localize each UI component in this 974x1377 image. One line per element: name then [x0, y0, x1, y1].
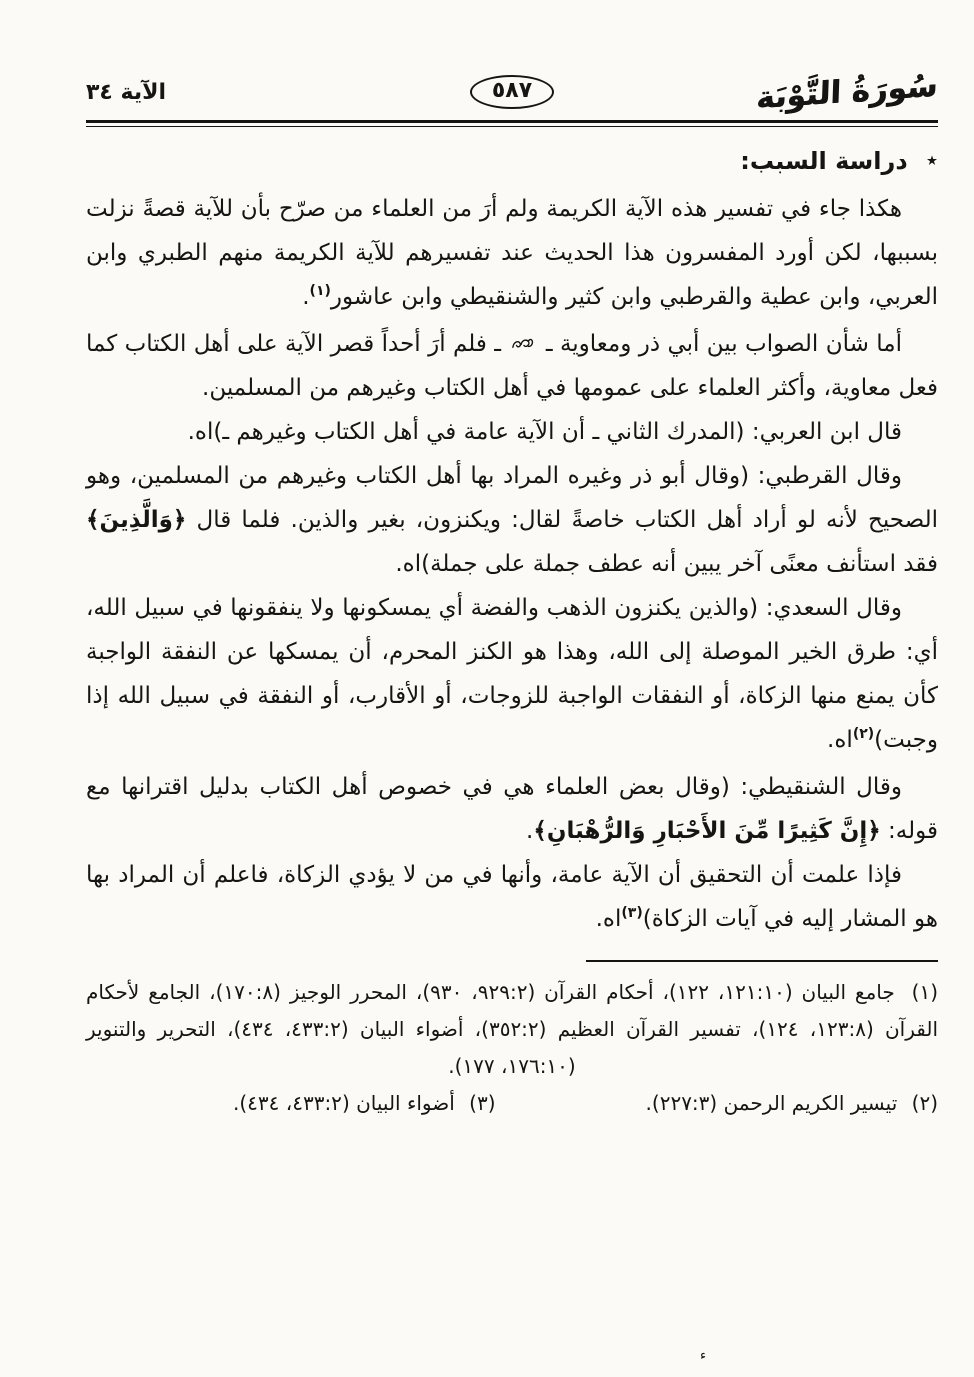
radi-allahu-anhuma-icon: [508, 331, 538, 357]
text-run: وقال السعدي: (والذين يكنزون الذهب والفضة أي يمسكونها ولا ينفقونها في سبيل الله، أي: طرق الخير الموصلة إلى الله، وهذا هو الكنز المحرم، أن يمسكها عن النفقة الواجبة كأن يمنع منها الزكاة، أو النفقات الواجبة للزوجات، أو الأقارب، أو النفقة في سبيل الله إذا وجبت): [86, 595, 938, 753]
page-number-oval: [470, 75, 554, 109]
page-header: [85, 67, 939, 117]
ayah-label-wrap: [86, 80, 470, 105]
footnote-text: تيسير الكريم الرحمن (٢٢٧:٣).: [645, 1091, 898, 1115]
footnote-1: [86, 974, 938, 1085]
body-paragraphs: [86, 187, 938, 944]
text-run: اه.: [827, 727, 853, 753]
paragraph: [86, 410, 938, 454]
text-run: وقال الشنقيطي: (وقال بعض العلماء هي في خصوص أهل الكتاب بدليل اقترانها مع قوله:: [86, 774, 938, 844]
paragraph: [86, 765, 938, 853]
text-run: أما شأن الصواب بين أبي ذر ومعاوية ـ: [538, 331, 902, 357]
footnote-marker: (٢): [911, 1091, 938, 1115]
text-run: قال ابن العربي: (المدرك الثاني ـ أن الآية عامة في أهل الكتاب وغيرهم ـ)اه.: [187, 419, 902, 445]
text-run: وقال القرطبي: (وقال أبو ذر وغيره المراد بها أهل الكتاب وغيرهم من المسلمين، وهو الصحيح لأنه لو أراد أهل الكتاب خاصةً لقال: ويكنزون، بغير والذين. فلما قال: [86, 463, 938, 533]
footnote-ref: (١): [309, 283, 331, 299]
footnote-ref: (٢): [852, 726, 875, 742]
footnote-text: جامع البيان (١٢١:١٠، ١٢٢)، أحكام القرآن (٩٢٩:٢، ٩٣٠)، المحرر الوجيز (١٧٠:٨)، الجامع لأحكام القرآن (١٢٣:٨، ١٢٤)، تفسير القرآن العظيم (٣٥٢:٢)، أضواء البيان (٤٣٣:٢، ٤٣٤)، التحرير والتنوير (١٧٦:١٠، ١٧٧).: [86, 980, 939, 1078]
footnote-2: [646, 1085, 938, 1122]
text-run: ـ فلم أرَ أحداً قصر الآية على أهل الكتاب كما فعل معاوية، وأكثر العلماء على عمومها في أهل الكتاب وغيرهم من المسلمين.: [86, 331, 938, 401]
page-number: ٥٨٧: [491, 78, 533, 103]
quran-verse: ﴿إِنَّ كَثِيرًا مِّنَ الأَحْبَارِ وَالرُّهْبَانِ﴾: [533, 818, 881, 844]
footnote-row: [86, 1085, 938, 1122]
section-star-icon: ٭: [926, 148, 938, 173]
text-run: فإذا علمت أن التحقيق أن الآية عامة، وأنها في من لا يؤدي الزكاة، فاعلم أن المراد بها هو المشار إليه في آيات الزكاة): [86, 862, 938, 932]
header-double-rule: [86, 120, 938, 127]
paragraph: [86, 586, 938, 765]
footnote-ref: (٣): [621, 905, 643, 921]
footnote-3: [233, 1085, 496, 1122]
text-run: فقد استأنف معنًى آخر يبين أنه عطف جملة على جملة)اه.: [395, 551, 938, 577]
text-run: .: [302, 284, 310, 310]
paragraph: [86, 187, 938, 322]
text-run: .: [526, 818, 534, 844]
surah-title-wrap: [554, 67, 939, 117]
section-heading: [86, 147, 938, 175]
footnote-marker: (١): [911, 980, 939, 1004]
surah-title-calligraphy: سُورَةُ التَّوْبَة: [755, 67, 939, 117]
quran-verse: ﴿وَالَّذِينَ﴾: [86, 507, 187, 533]
paragraph: [86, 853, 938, 944]
section-heading-text: دراسة السبب:: [740, 147, 908, 175]
page-body: [86, 147, 938, 944]
text-run: اه.: [595, 906, 622, 932]
bottom-page-mark: ء: [700, 1348, 707, 1363]
paragraph: [86, 454, 938, 586]
ayah-label: الآية ٣٤: [85, 79, 167, 105]
text-run: هكذا جاء في تفسير هذه الآية الكريمة ولم أرَ من العلماء من صرّح بأن للآية قصةً نزلت بسببها، لكن أورد المفسرون هذا الحديث عند تفسيرهم للآية الكريمة منهم الطبري وابن العربي، وابن عطية والقرطبي وابن كثير والشنقيطي وابن عاشور: [86, 196, 938, 310]
paragraph: [86, 322, 938, 410]
footnote-separator-rule: [586, 960, 938, 962]
footnote-text: أضواء البيان (٤٣٣:٢، ٤٣٤).: [233, 1091, 455, 1115]
footnote-marker: (٣): [469, 1091, 496, 1115]
footnotes-section: [86, 960, 938, 1122]
